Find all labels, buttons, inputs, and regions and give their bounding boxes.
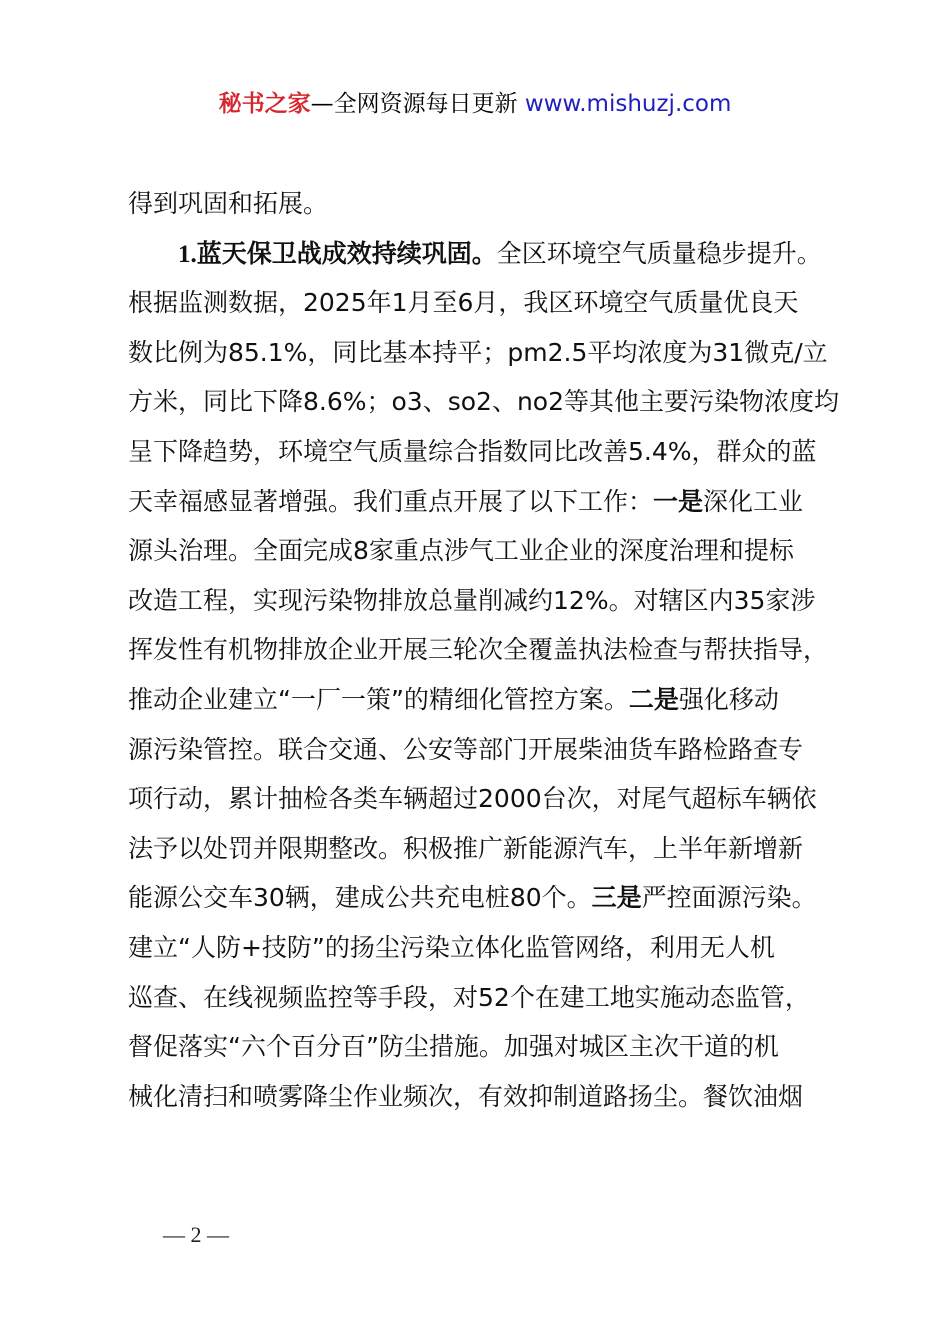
body-line bbox=[128, 477, 848, 527]
header-slogan: —全网资源每日更新 bbox=[310, 91, 525, 117]
body-line: 改造工程，实现污染物排放总量削减约12%。对辖区内35家涉 bbox=[128, 585, 816, 615]
body-line: 械化清扫和喷雾降尘作业频次，有效抑制道路扬尘。餐饮油烟 bbox=[128, 1081, 804, 1111]
body-line bbox=[128, 873, 848, 923]
keyword-second: 二是 bbox=[628, 684, 679, 714]
body-line: 挥发性有机物排放企业开展三轮次全覆盖执法检查与帮扶指导， bbox=[128, 635, 829, 665]
body-line: 法予以处罚并限期整改。积极推广新能源汽车，上半年新增新 bbox=[128, 833, 804, 863]
brand-name: 秘书之家 bbox=[218, 91, 311, 117]
body-line: 建立“人防+技防”的扬尘污染立体化监管网络，利用无人机 bbox=[128, 932, 775, 962]
section-number: 1. bbox=[178, 240, 197, 268]
keyword-first: 一是 bbox=[653, 486, 704, 516]
section-heading-line bbox=[128, 229, 848, 279]
page-number: — 2 — bbox=[163, 1222, 229, 1247]
body-text-span: 严控面源污染。 bbox=[641, 883, 817, 913]
body-text-span: 强化移动 bbox=[678, 684, 779, 714]
body-text-span: 推动企业建立“一厂一策”的精细化管控方案。 bbox=[128, 684, 629, 714]
site-header bbox=[0, 86, 950, 122]
site-url-link[interactable]: www.mishuzj.com bbox=[524, 91, 732, 117]
body-line: 督促落实“六个百分百”防尘措施。加强对城区主次干道的机 bbox=[128, 1032, 779, 1062]
body-line: 呈下降趋势，环境空气质量综合指数同比改善5.4%，群众的蓝 bbox=[128, 436, 817, 466]
body-line: 根据监测数据，2025年1月至6月，我区环境空气质量优良天 bbox=[128, 288, 799, 318]
body-line: 项行动，累计抽检各类车辆超过2000台次，对尾气超标车辆依 bbox=[128, 784, 817, 814]
body-text-span: 能源公交车30辆，建成公共充电桩80个。 bbox=[128, 883, 592, 913]
body-line bbox=[128, 675, 848, 725]
body-line: 源头治理。全面完成8家重点涉气工业企业的深度治理和提标 bbox=[128, 536, 794, 566]
body-text-span: 天幸福感显著增强。我们重点开展了以下工作： bbox=[128, 486, 654, 516]
body-line: 巡查、在线视频监控等手段，对52个在建工地实施动态监管， bbox=[128, 982, 810, 1012]
section-title: 蓝天保卫战成效持续巩固。 bbox=[196, 238, 497, 268]
document-body bbox=[128, 179, 848, 1121]
body-line: 数比例为85.1%，同比基本持平；pm2.5平均浓度为31微克/立 bbox=[128, 337, 828, 367]
body-text-span: 全区环境空气质量稳步提升。 bbox=[496, 238, 822, 268]
body-text-span: 深化工业 bbox=[703, 486, 804, 516]
body-line: 得到巩固和拓展。 bbox=[128, 189, 329, 218]
body-line: 方米，同比下降8.6%；o3、so2、no2等其他主要污染物浓度均 bbox=[128, 387, 839, 417]
keyword-third: 三是 bbox=[591, 883, 642, 913]
body-line: 源污染管控。联合交通、公安等部门开展柴油货车路检路查专 bbox=[128, 734, 804, 764]
